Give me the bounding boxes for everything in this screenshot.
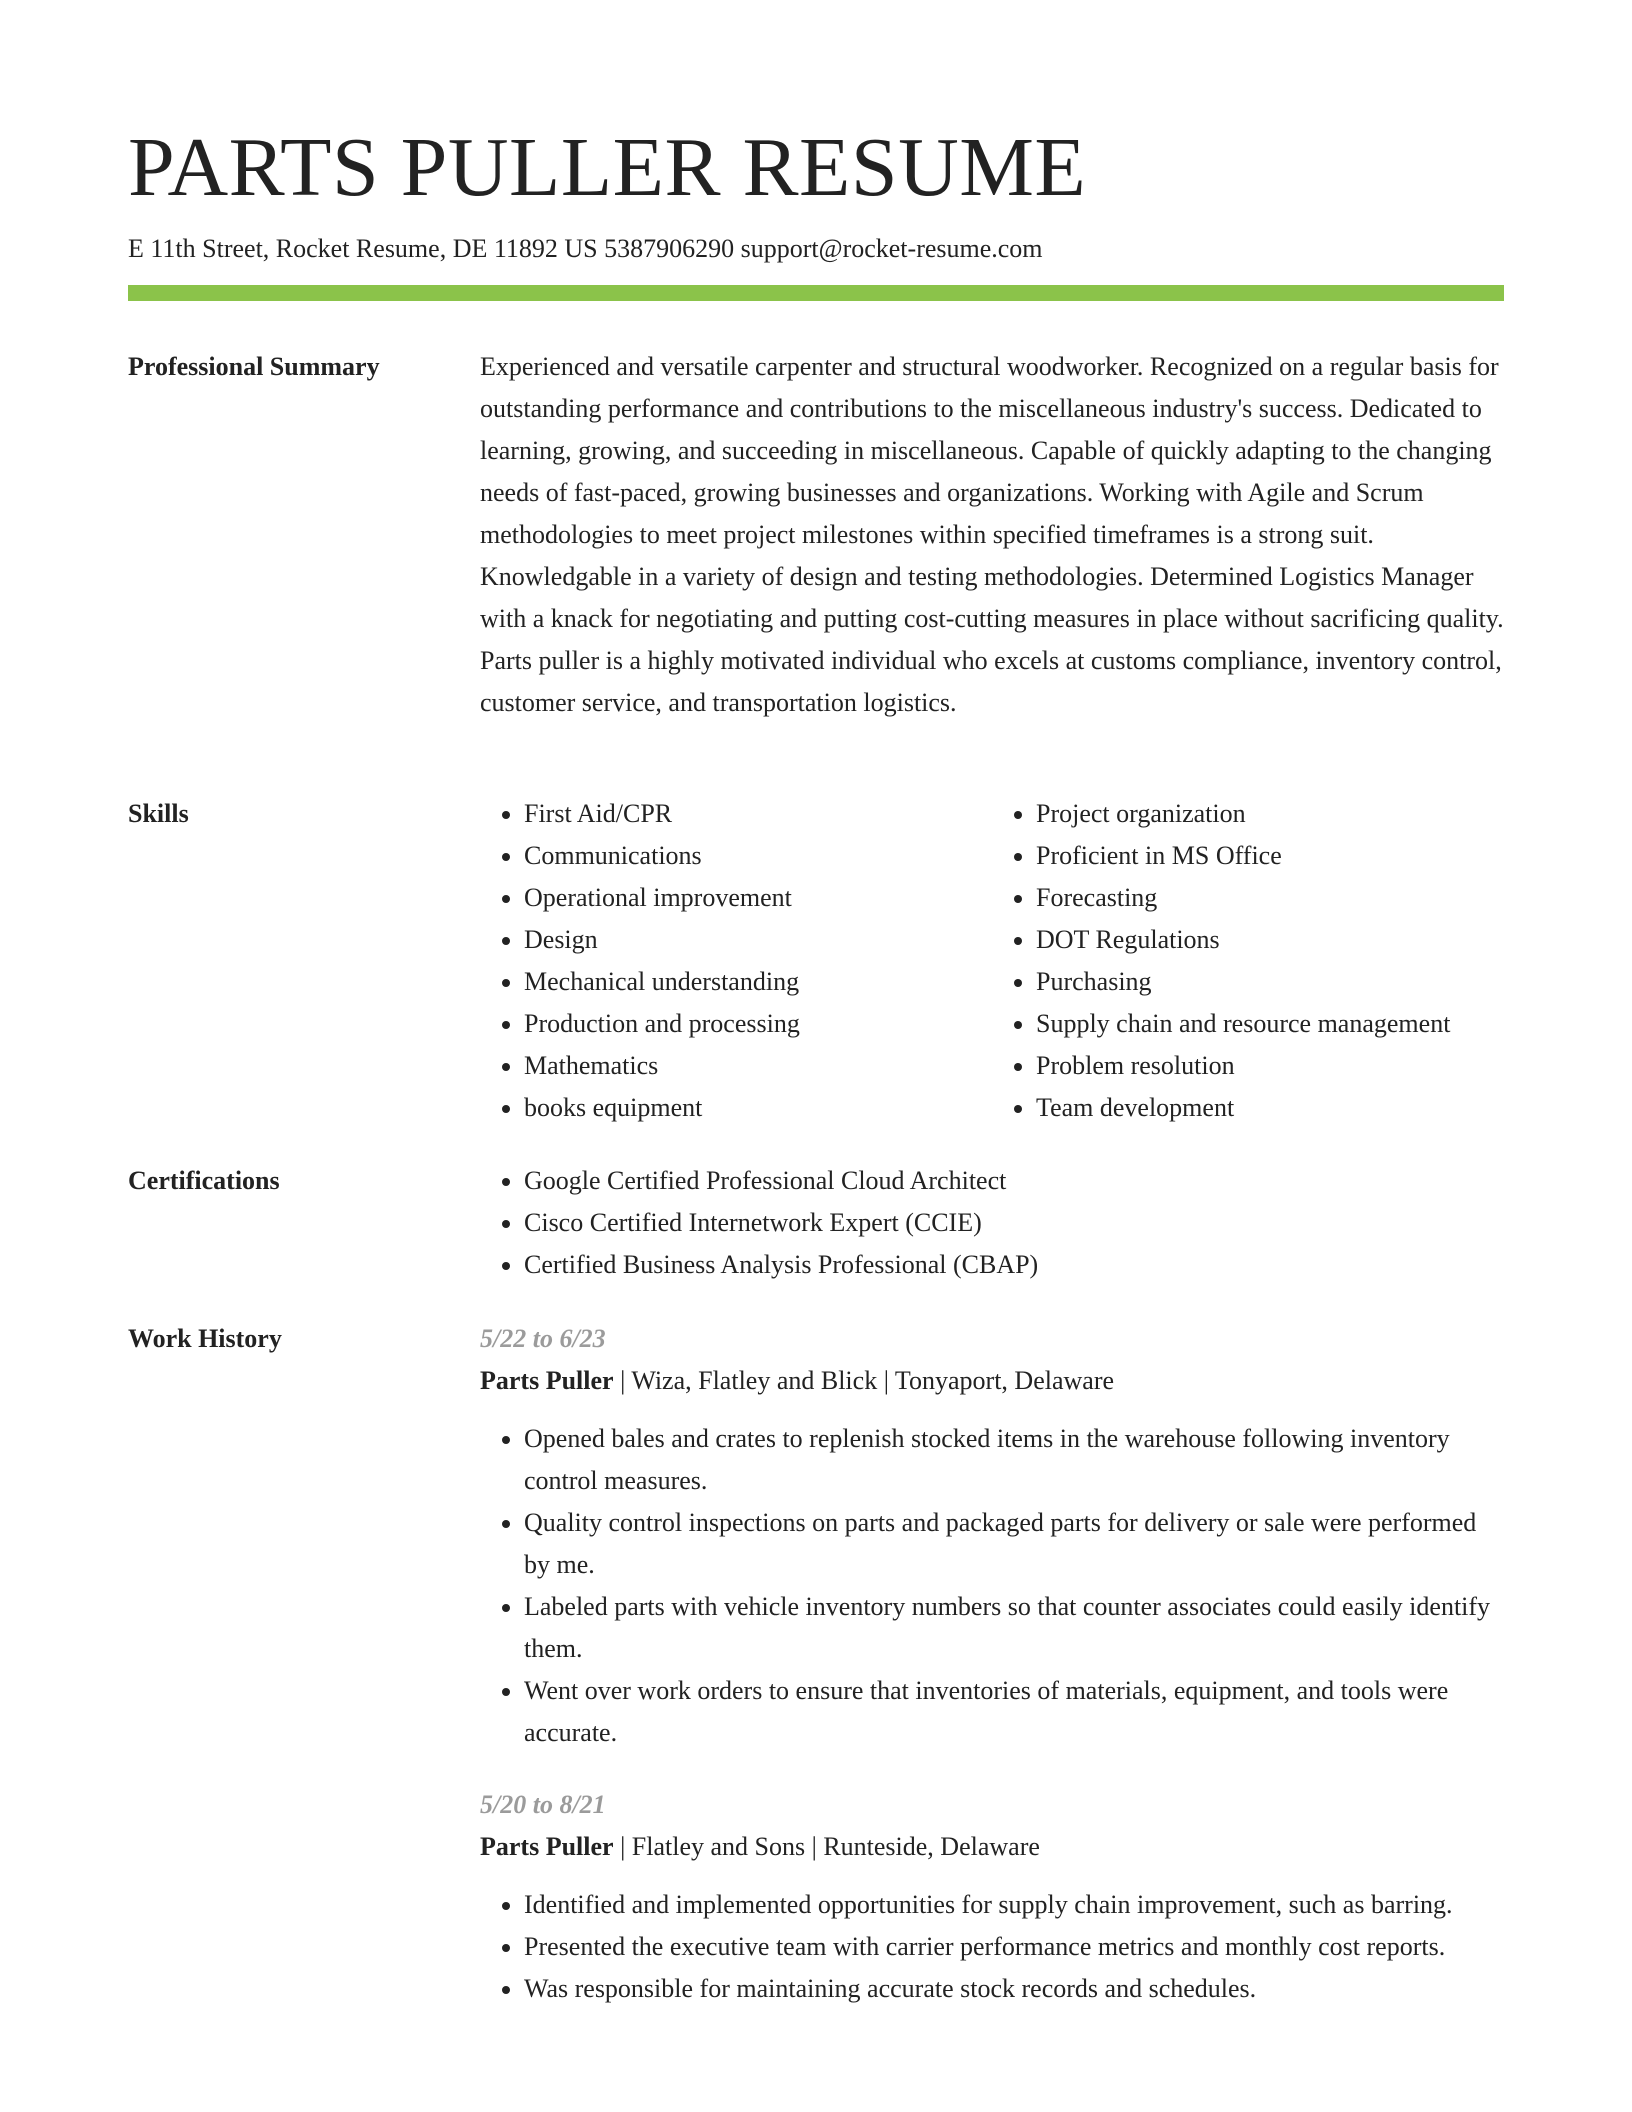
job-bullet: • Opened bales and crates to replenish stocked items in the warehouse following inventory control measures. bbox=[524, 1418, 1504, 1502]
skill-item: • Project organization bbox=[1036, 793, 1504, 835]
skill-item: • DOT Regulations bbox=[1036, 919, 1504, 961]
summary-content bbox=[480, 346, 1504, 724]
skill-item: • Design bbox=[524, 919, 992, 961]
certification-item: • Google Certified Professional Cloud Architect bbox=[524, 1160, 1504, 1202]
header-divider bbox=[128, 285, 1504, 301]
job-bullets bbox=[480, 1418, 1504, 1754]
job-heading bbox=[480, 1360, 1504, 1402]
job-dates: 5/20 to 8/21 bbox=[480, 1790, 606, 1819]
contact-line: E 11th Street, Rocket Resume, DE 11892 US 5387906290 support@rocket-resume.com bbox=[128, 234, 1043, 263]
job-entry bbox=[480, 1318, 1504, 1754]
summary-text: Experienced and versatile carpenter and structural woodworker. Recognized on a regular basis for outstanding performance and contributions to the miscellaneous industry's success. Dedicated to learning, growing, and succeeding in miscellaneous. Capable of quickly adapting to the changing needs of fast-paced, growing businesses and organizations. Working with Agile and Scrum methodologies to meet project milestones within specified timeframes is a strong suit. Knowledgable in a variety of design and testing methodologies. Determined Logistics Manager with a knack for negotiating and putting cost-cutting measures in place without sacrificing quality. Parts puller is a highly motivated individual who excels at customs compliance, inventory control, customer service, and transportation logistics. bbox=[480, 352, 1504, 717]
certifications-list bbox=[480, 1160, 1504, 1286]
skill-item: • Proficient in MS Office bbox=[1036, 835, 1504, 877]
certifications-content bbox=[480, 1160, 1504, 1286]
skills-list-right bbox=[992, 793, 1504, 1129]
certification-item: • Certified Business Analysis Professional (CBAP) bbox=[524, 1244, 1504, 1286]
job-bullet: • Identified and implemented opportunities for supply chain improvement, such as barring. bbox=[524, 1884, 1504, 1926]
skill-item: • Communications bbox=[524, 835, 992, 877]
skill-item: • Operational improvement bbox=[524, 877, 992, 919]
job-employer-location: | Flatley and Sons | Runteside, Delaware bbox=[613, 1832, 1040, 1861]
job-dates: 5/22 to 6/23 bbox=[480, 1324, 606, 1353]
job-title: Parts Puller bbox=[480, 1366, 614, 1395]
job-bullet: • Went over work orders to ensure that inventories of materials, equipment, and tools were accurate. bbox=[524, 1670, 1504, 1754]
skill-item: • Forecasting bbox=[1036, 877, 1504, 919]
skill-item: • books equipment bbox=[524, 1087, 992, 1129]
job-bullets bbox=[480, 1884, 1504, 2010]
skill-item: • Team development bbox=[1036, 1087, 1504, 1129]
job-bullet: • Was responsible for maintaining accurate stock records and schedules. bbox=[524, 1968, 1504, 2010]
job-entry bbox=[480, 1784, 1504, 2010]
certification-item: • Cisco Certified Internetwork Expert (CCIE) bbox=[524, 1202, 1504, 1244]
skill-item: • Supply chain and resource management bbox=[1036, 1003, 1504, 1045]
certifications-label: Certifications bbox=[128, 1166, 280, 1195]
job-bullet: • Quality control inspections on parts and packaged parts for delivery or sale were performed by me. bbox=[524, 1502, 1504, 1586]
skill-item: • Purchasing bbox=[1036, 961, 1504, 1003]
job-employer-location: | Wiza, Flatley and Blick | Tonyaport, Delaware bbox=[613, 1366, 1115, 1395]
work-history-label: Work History bbox=[128, 1324, 282, 1353]
skill-item: • Problem resolution bbox=[1036, 1045, 1504, 1087]
summary-label: Professional Summary bbox=[128, 352, 380, 381]
skills-label: Skills bbox=[128, 799, 189, 828]
skill-item: • First Aid/CPR bbox=[524, 793, 992, 835]
work-history-content bbox=[480, 1318, 1504, 2010]
skill-item: • Production and processing bbox=[524, 1003, 992, 1045]
skill-item: • Mathematics bbox=[524, 1045, 992, 1087]
skills-list-left bbox=[480, 793, 992, 1129]
skill-item: • Mechanical understanding bbox=[524, 961, 992, 1003]
skills-content bbox=[480, 793, 1504, 1129]
job-title: Parts Puller bbox=[480, 1832, 614, 1861]
resume-title: PARTS PULLER RESUME bbox=[128, 121, 1087, 214]
job-bullet: • Presented the executive team with carrier performance metrics and monthly cost reports. bbox=[524, 1926, 1504, 1968]
job-heading bbox=[480, 1826, 1504, 1868]
job-bullet: • Labeled parts with vehicle inventory numbers so that counter associates could easily identify them. bbox=[524, 1586, 1504, 1670]
